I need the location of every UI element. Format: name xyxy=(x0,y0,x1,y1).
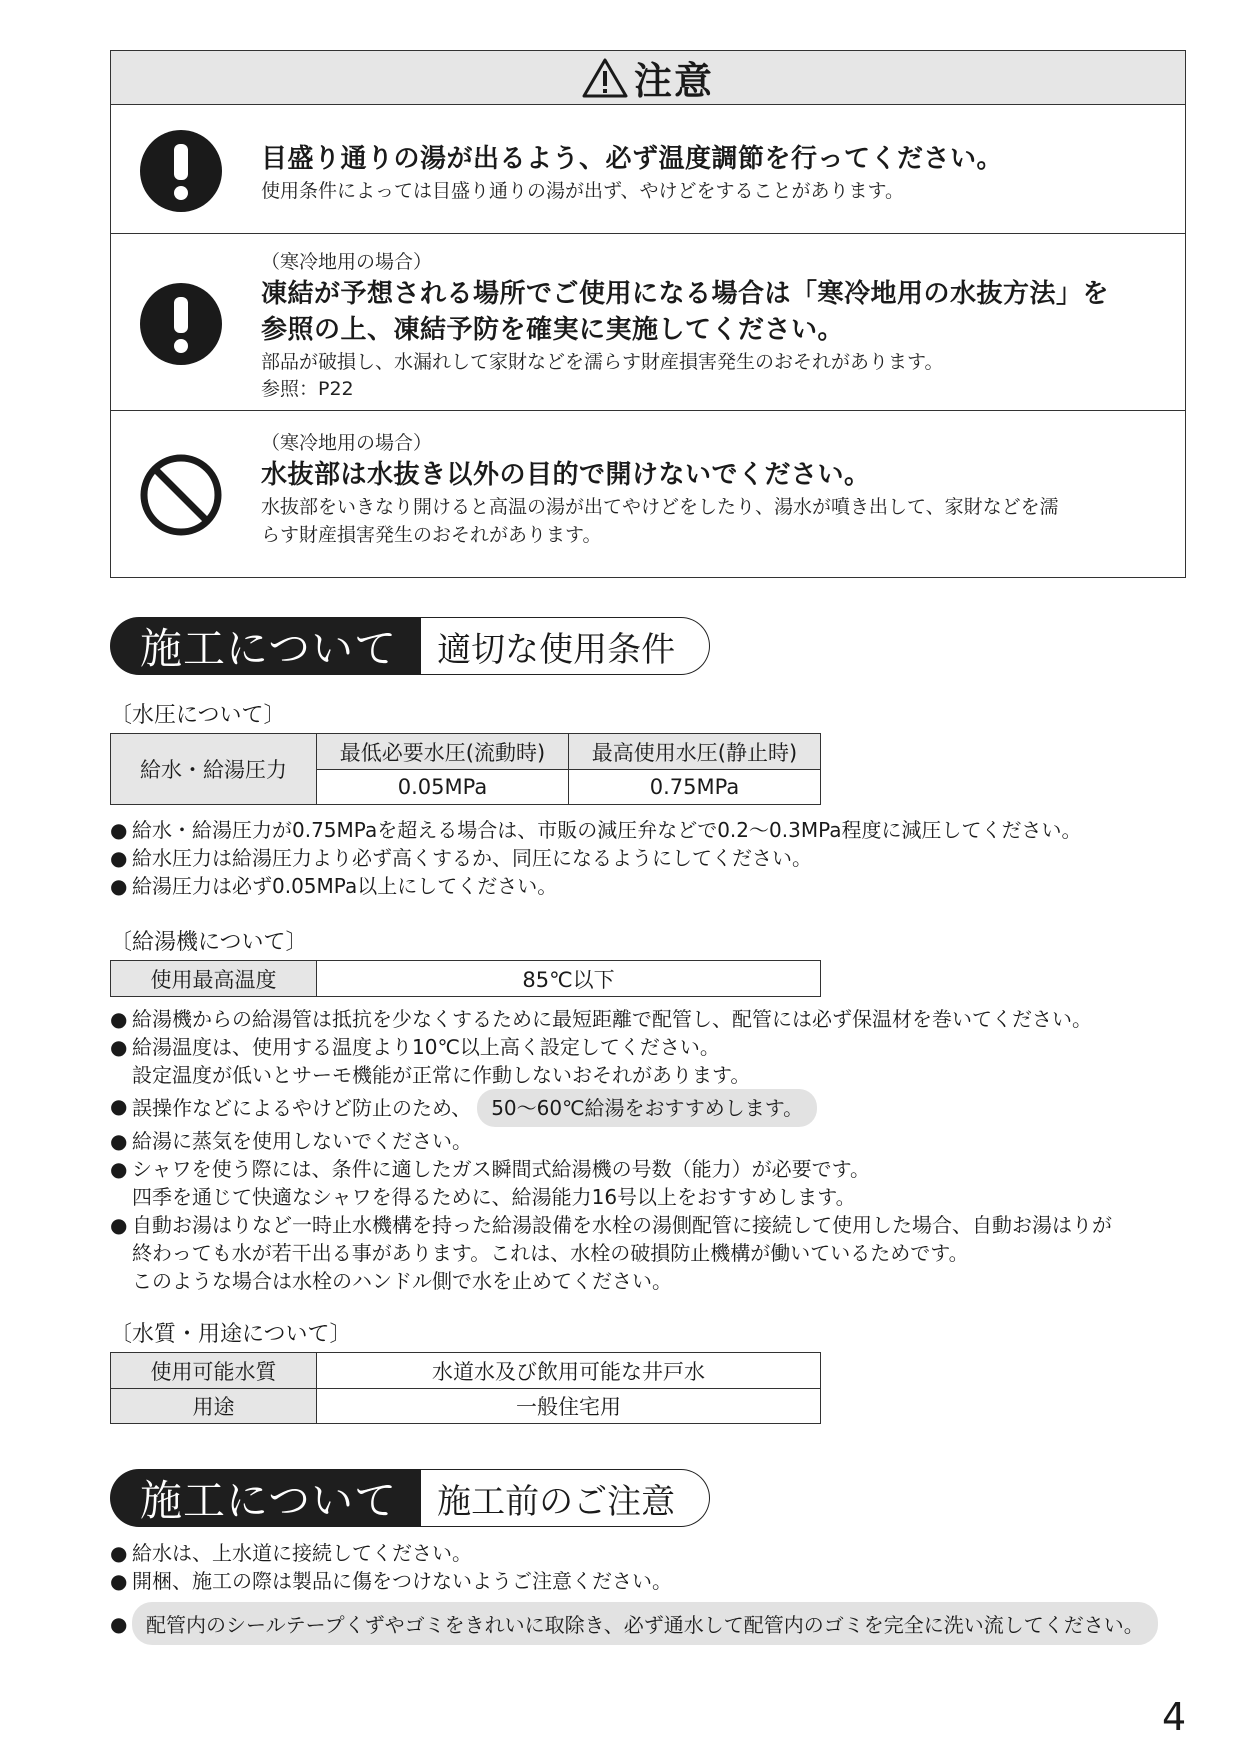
highlight-badge: 配管内のシールテープくずやゴミをきれいに取除き、必ず通水して配管内のゴミを完全に洗い流してください。 xyxy=(132,1602,1158,1645)
water-quality-table xyxy=(110,1352,821,1424)
caution-row-text xyxy=(261,141,1155,205)
caution-heading: 凍結が予想される場所でご使用になる場合は「寒冷地用の水抜方法」を xyxy=(261,279,1110,309)
bullet-continuation: このような場合は水栓のハンドル側で水を止めてください。 xyxy=(132,1269,672,1293)
bullet-text: 開梱、施工の際は製品に傷をつけないようご注意ください。 xyxy=(132,1569,672,1593)
exclamation-icon xyxy=(139,129,223,213)
list-item xyxy=(110,1155,1112,1183)
section-header-conditions xyxy=(110,617,710,675)
caution-title: 注意 xyxy=(633,59,714,103)
pressure-col1-value: 0.05MPa xyxy=(317,770,569,805)
exclamation-icon xyxy=(139,282,223,366)
bullet-icon: ● xyxy=(110,1129,128,1153)
warning-triangle-icon xyxy=(582,57,628,99)
bullet-text: シャワを使う際には、条件に適したガス瞬間式給湯機の号数（能力）が必要です。 xyxy=(132,1157,870,1181)
pressure-col2-header: 最高使用水圧(静止時) xyxy=(569,734,821,770)
section-title: 施工について xyxy=(110,617,421,675)
bullet-icon: ● xyxy=(110,846,128,870)
bullet-text: 給水圧力は給湯圧力より必ず高くするか、同圧になるようにしてください。 xyxy=(132,846,812,870)
bullet-icon: ● xyxy=(110,1213,128,1237)
bullet-icon: ● xyxy=(110,818,128,842)
caution-heading: 水抜部は水抜き以外の目的で開けないでください。 xyxy=(261,460,871,490)
pressure-col2-value: 0.75MPa xyxy=(569,770,821,805)
list-item xyxy=(110,1539,672,1567)
bullet-icon: ● xyxy=(110,1035,128,1059)
section-header-pre-install xyxy=(110,1469,710,1527)
list-item xyxy=(110,872,1082,900)
bullet-icon: ● xyxy=(110,874,128,898)
bullet-text: 自動お湯はりなど一時止水機構を持った給湯設備を水栓の湯側配管に接続して使用した場合、自動お湯はりが xyxy=(132,1213,1112,1237)
section-subtitle: 施工前のご注意 xyxy=(421,1469,710,1527)
caution-note: （寒冷地用の場合） xyxy=(261,251,433,273)
caution-heading: 目盛り通りの湯が出るよう、必ず温度調節を行ってください。 xyxy=(261,144,1004,174)
water-quality-row-value: 水道水及び飲用可能な井戸水 xyxy=(317,1353,821,1389)
pressure-col1-header: 最低必要水圧(流動時) xyxy=(317,734,569,770)
list-item xyxy=(110,1033,1112,1061)
list-item xyxy=(110,1567,672,1595)
bullet-text: 給湯に蒸気を使用しないでください。 xyxy=(132,1129,472,1153)
bullet-icon: ● xyxy=(110,1541,128,1565)
section-title: 施工について xyxy=(110,1469,421,1527)
bullet-icon: ● xyxy=(110,1157,128,1181)
pressure-row-header: 給水・給湯圧力 xyxy=(111,734,317,805)
bullet-text: 誤操作などによるやけど防止のため、 xyxy=(132,1096,472,1120)
bullet-text: 給湯機からの給湯管は抵抗を少なくするために最短距離で配管し、配管には必ず保温材を巻いてください。 xyxy=(132,1007,1092,1031)
bullet-continuation: 終わっても水が若干出る事があります。これは、水栓の破損防止機構が働いているためです。 xyxy=(132,1241,969,1265)
caution-note: （寒冷地用の場合） xyxy=(261,432,433,454)
caution-row-text xyxy=(261,248,1155,402)
bullet-icon: ● xyxy=(110,1094,128,1118)
heater-label: 〔給湯機について〕 xyxy=(110,930,308,955)
bullet-text: 給水は、上水道に接続してください。 xyxy=(132,1541,472,1565)
water-quality-label: 〔水質・用途について〕 xyxy=(110,1322,352,1347)
caution-row-text xyxy=(261,429,1155,549)
list-item xyxy=(110,1211,1112,1239)
bullet-text: 給湯温度は、使用する温度より10℃以上高く設定してください。 xyxy=(132,1035,720,1059)
heater-row-value: 85℃以下 xyxy=(317,961,821,997)
caution-row xyxy=(111,105,1185,234)
pressure-table xyxy=(110,733,821,805)
caution-detail: 水抜部をいきなり開けると高温の湯が出てやけどをしたり、湯水が噴き出して、家財などを濡 xyxy=(261,496,1059,518)
list-item xyxy=(110,816,1082,844)
section-subtitle: 適切な使用条件 xyxy=(421,617,710,675)
list-item xyxy=(110,1089,1112,1127)
bullet-continuation: 四季を通じて快適なシャワを得るために、給湯能力16号以上をおすすめします。 xyxy=(132,1185,856,1209)
water-quality-row-header: 用途 xyxy=(111,1389,317,1424)
caution-detail: 部品が破損し、水漏れして家財などを濡らす財産損害発生のおそれがあります。 xyxy=(261,351,944,373)
list-item xyxy=(110,1127,1112,1155)
caution-row xyxy=(111,234,1185,411)
list-item xyxy=(110,1005,1112,1033)
caution-reference: 参照：P22 xyxy=(261,378,354,400)
caution-header xyxy=(111,51,1185,105)
bullet-text: 給水・給湯圧力が0.75MPaを超える場合は、市販の減圧弁などで0.2～0.3MPa程度に減圧してください。 xyxy=(132,818,1082,842)
water-quality-row-header: 使用可能水質 xyxy=(111,1353,317,1389)
pre-install-bullets xyxy=(110,1539,672,1595)
bullet-icon: ● xyxy=(110,1569,128,1593)
caution-detail: 使用条件によっては目盛り通りの湯が出ず、やけどをすることがあります。 xyxy=(261,180,904,202)
bullet-icon: ● xyxy=(110,1007,128,1031)
pre-install-highlight xyxy=(110,1602,1158,1645)
heater-row-header: 使用最高温度 xyxy=(111,961,317,997)
list-item xyxy=(110,844,1082,872)
caution-row xyxy=(111,411,1185,575)
pressure-bullets xyxy=(110,816,1082,900)
bullet-icon: ● xyxy=(110,1611,128,1636)
page-number: 4 xyxy=(1162,1695,1187,1739)
heater-bullets xyxy=(110,1005,1112,1295)
highlight-badge: 50～60℃給湯をおすすめします。 xyxy=(477,1089,817,1127)
prohibition-icon xyxy=(139,453,223,537)
caution-detail: らす財産損害発生のおそれがあります。 xyxy=(261,524,602,546)
caution-box xyxy=(110,50,1186,578)
water-quality-row-value: 一般住宅用 xyxy=(317,1389,821,1424)
pressure-label: 〔水圧について〕 xyxy=(110,703,286,728)
caution-heading: 参照の上、凍結予防を確実に実施してください。 xyxy=(261,315,845,345)
bullet-continuation: 設定温度が低いとサーモ機能が正常に作動しないおそれがあります。 xyxy=(132,1063,751,1087)
heater-table xyxy=(110,960,821,997)
bullet-text: 給湯圧力は必ず0.05MPa以上にしてください。 xyxy=(132,874,558,898)
